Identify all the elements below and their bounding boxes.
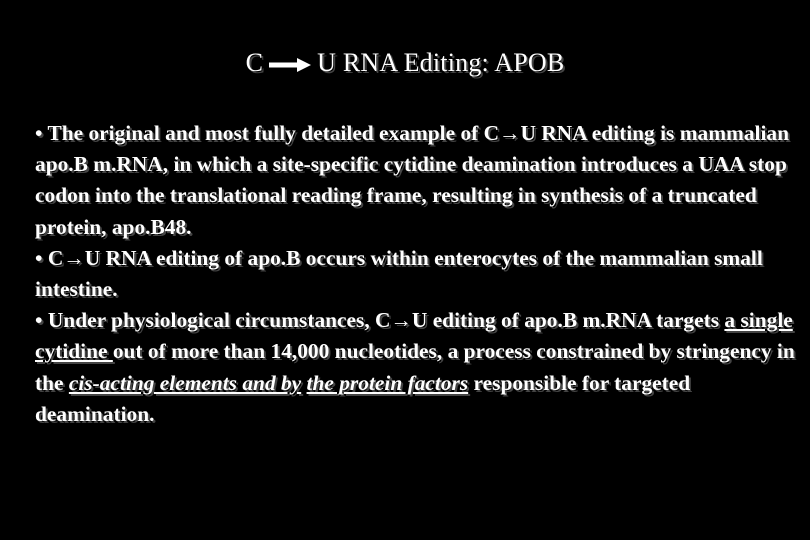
bullet-symbol: • [35,308,43,333]
bullet-text-part1: Under physiological circumstances, C→U editing of apo.B m.RNA targets [47,308,725,333]
title-suffix: U RNA Editing: APOB [317,48,565,77]
underlined-phrase-single-cytidine: a single cytidine [35,308,793,364]
bullet-item-2 [35,243,795,305]
right-arrow-icon [267,58,311,72]
bullet-text: C→U RNA editing of apo.B occurs within enterocytes of the mammalian small intestine. [35,245,763,302]
underlined-phrase-protein-factors: the protein factors [306,370,469,395]
bullet-item-3 [35,305,795,430]
bullet-item-1 [35,118,795,243]
bullet-symbol: • [35,121,43,145]
bullet-text-part2: out of more than 14,000 nucleotides, a process constrained by stringency in the [35,339,795,395]
bullet-list [35,118,795,430]
bullet-text-part3: responsible for targeted deamination. [35,370,691,426]
title-prefix: C [245,48,264,77]
bullet-text: The original and most fully detailed example of C→U RNA editing is mammalian apo.B m.RNA, in which a site-specific cytidine deamination introduces a UAA stop codon into the translational reading frame, resulting in synthesis of a truncated protein, apo.B48. [35,121,790,239]
bullet-symbol: • [35,245,43,270]
slide-title [0,48,810,78]
underlined-phrase-cis-acting: cis-acting elements and by [68,370,302,395]
